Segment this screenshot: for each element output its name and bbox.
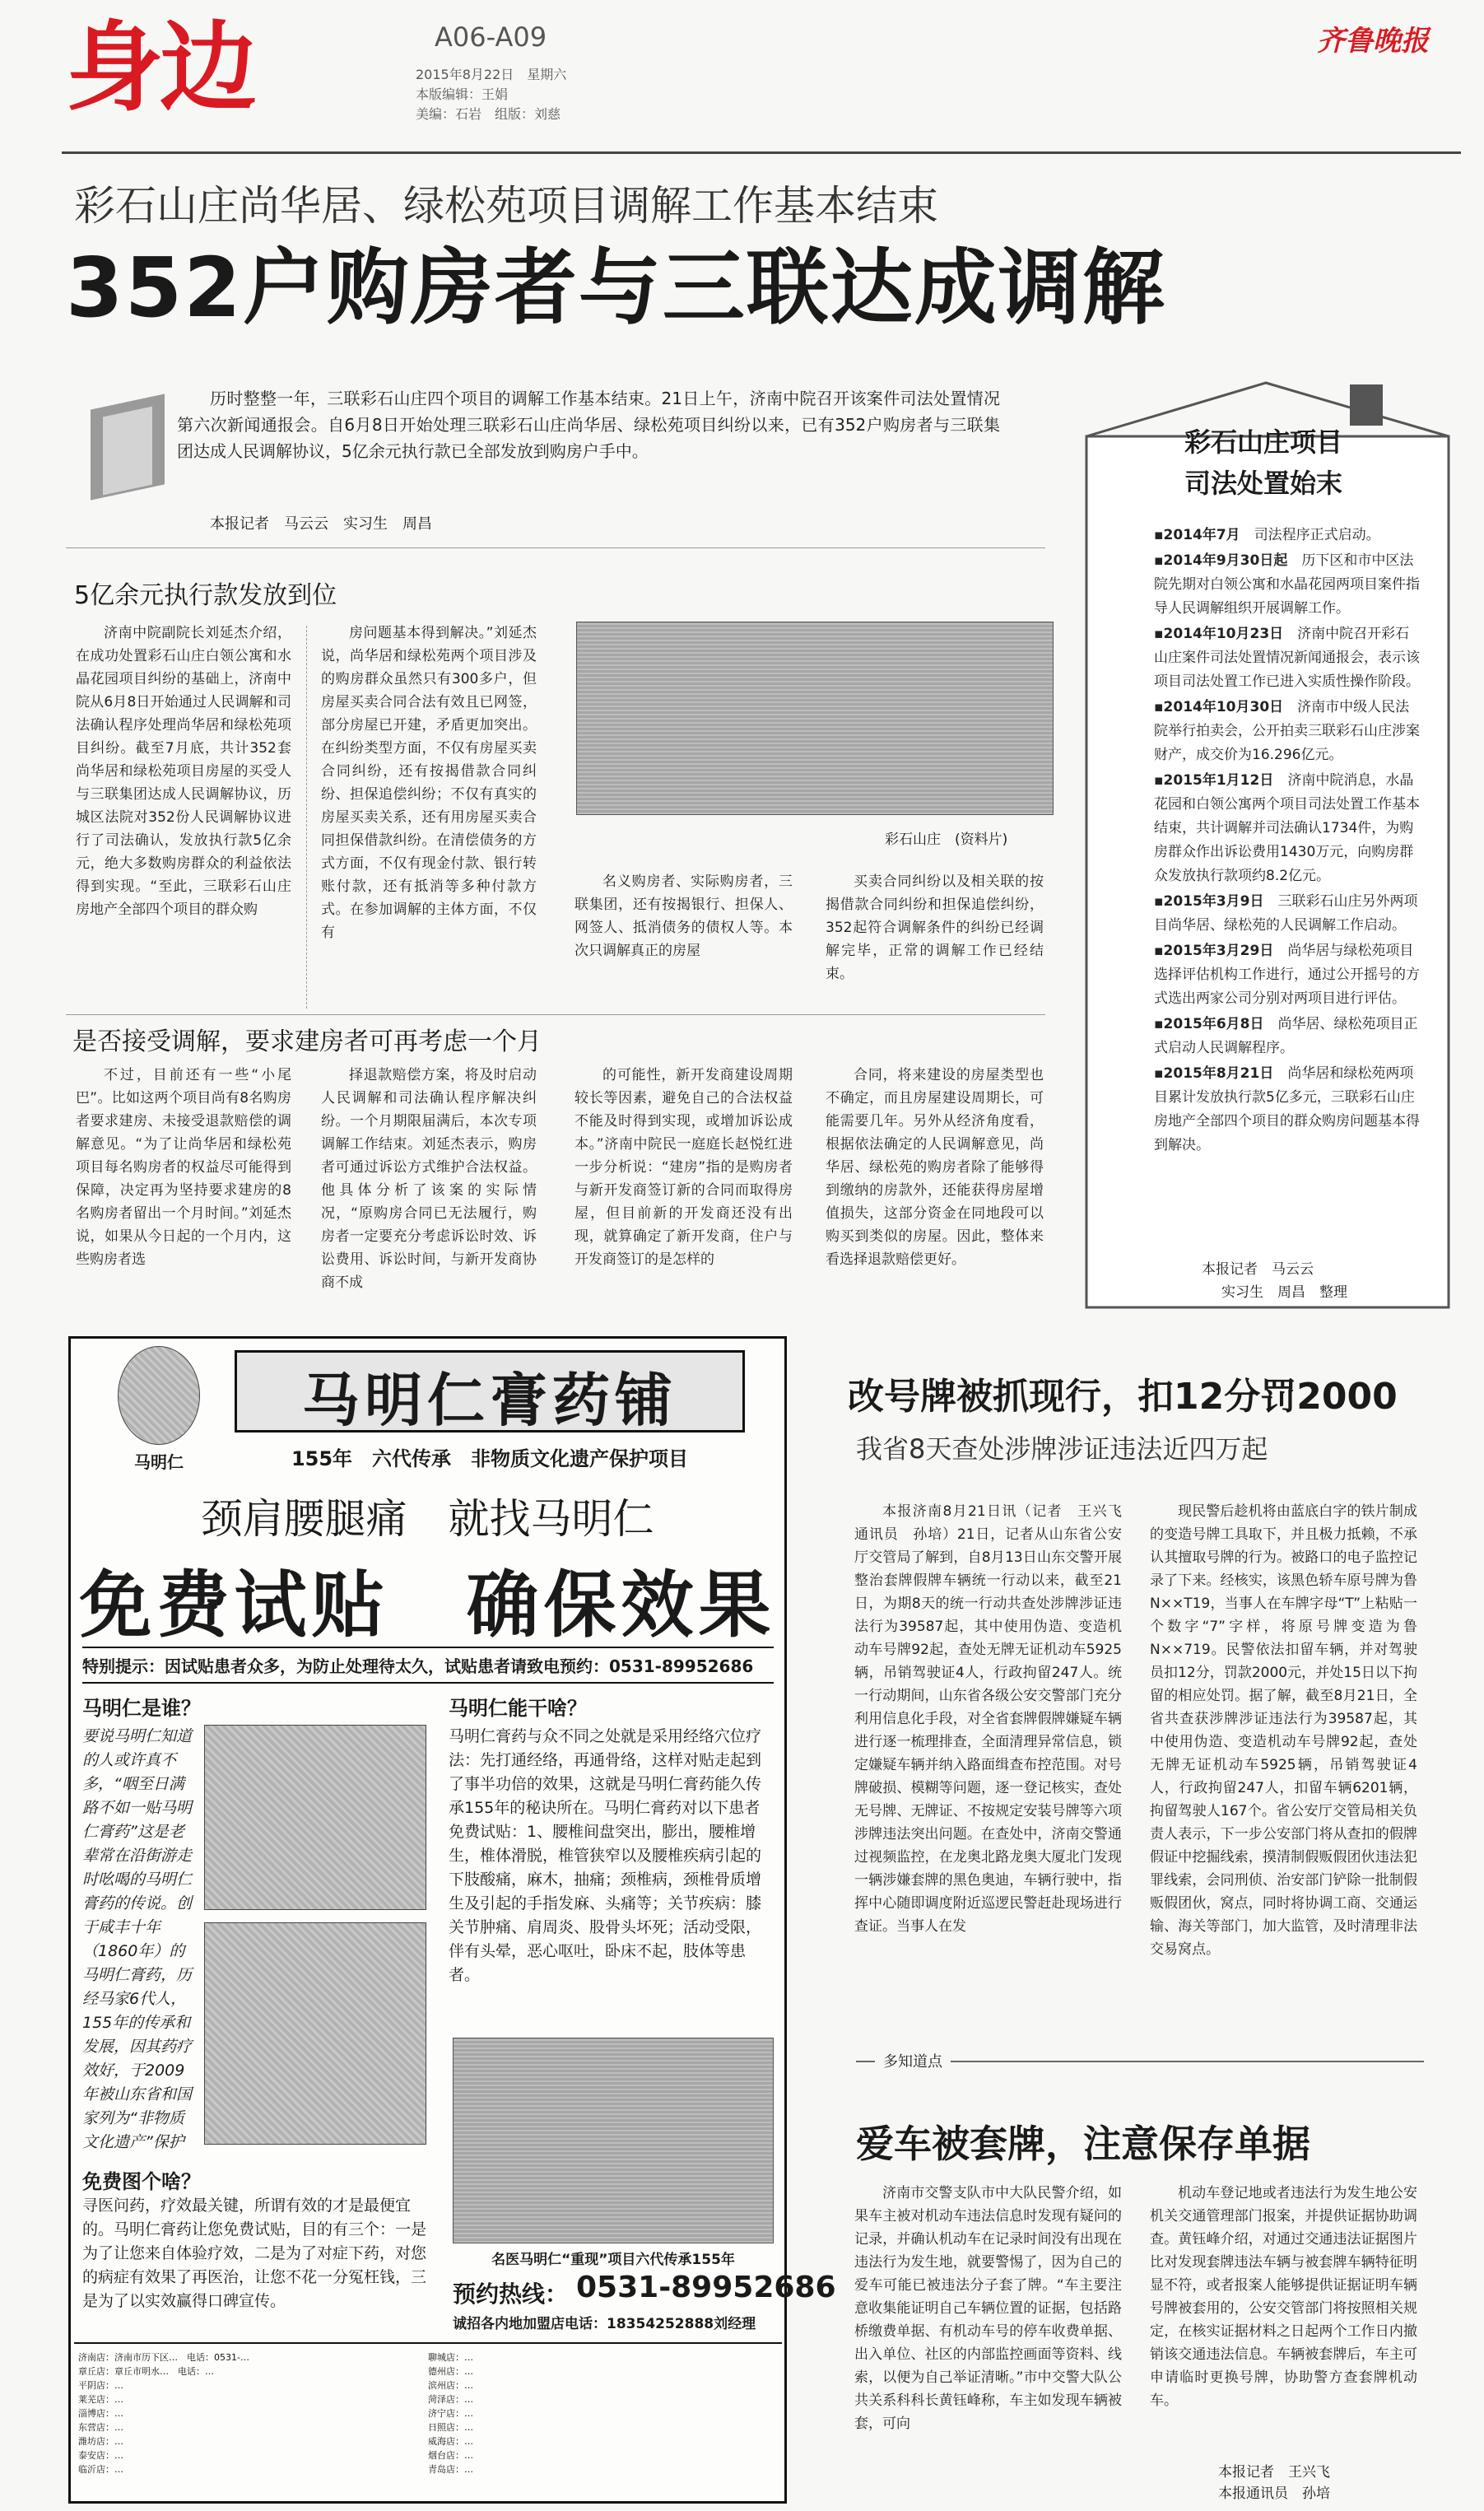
ad-slogan-2: 免费试贴 确保效果 bbox=[79, 1563, 776, 1647]
sidebar-title: 彩石山庄项目 司法处置始末 bbox=[1184, 426, 1342, 499]
photo-caption: 彩石山庄 (资料片) bbox=[885, 832, 1008, 848]
ad-hotline: 0531-89952686 bbox=[576, 2271, 836, 2304]
ad-tag: 155年 六代传承 非物质文化遗产保护项目 bbox=[291, 1447, 689, 1470]
ad-illustration-1 bbox=[204, 1725, 426, 1910]
lead-b-col-1: 不过，目前还有一些“小尾巴”。比如这两个项目尚有8名购房者要求建房、未接受退款赔偿的调解意见。“为了让尚华居和绿松苑项目每名购房者的权益尽可能得到保障，决定再为坚持要求建房的8名购房者留出一个月时间。”刘延杰说，如果从今日起的一个月内，这些购房者选 bbox=[76, 1067, 291, 1268]
ad-portrait-name: 马明仁 bbox=[134, 1452, 184, 1472]
col-divider bbox=[306, 626, 307, 1009]
story2-deck: 我省8天查处涉牌涉证违法近四万起 bbox=[856, 1433, 1268, 1465]
ad-title: 马明仁膏药铺 bbox=[302, 1366, 677, 1434]
ad-q3-text: 寻医问药，疗效最关键，所谓有效的才是最便宜的。马明仁膏药让您免费试贴，目的有三个：一是为了让您来自体验疗效，二是为了对症下药，对您的病症有效果了再医治，让您不花一分冤枉钱，三是为了以实效赢得口碑宣传。 bbox=[82, 2197, 427, 2310]
lead-byline: 本报记者 马云云 实习生 周昌 bbox=[210, 515, 432, 533]
lead-b-col-4: 合同，将来建设的房屋类型也不确定，而且房屋建设周期长，可能需要几年。另外从经济角度看，根据依法确定的人民调解意见，尚华居、绿松苑的购房者除了能够得到缴纳的房款外，还能获得房屋增值损失，这部分资金在同地段可以购买到类似的房屋。因此，整体来看选择退款赔偿更好。 bbox=[826, 1067, 1044, 1268]
sidebar-timeline bbox=[1154, 524, 1421, 1256]
ad-illustration-2 bbox=[204, 1922, 426, 2145]
lead-col-3: 名义购房者、实际购房者，三联集团，还有按揭银行、担保人、网签人、抵消债务的债权人等。本次只调解真正的房屋 bbox=[575, 873, 793, 959]
timeline-item: ▪2014年9月30日起 历下区和市中区法院先期对白领公寓和水晶花园两项目案件指导人民调解组织开展调解工作。 bbox=[1154, 552, 1420, 617]
section-rule bbox=[66, 1014, 1045, 1015]
sidebar-credit-1: 本报记者 马云云 bbox=[1202, 1261, 1314, 1278]
intro-decoration-light bbox=[103, 407, 152, 496]
story3-col-2: 机动车登记地或者违法行为发生地公安机关交通管理部门报案，并提供证据协助调查。黄钰峰介绍，对通过交通违法证据图片比对发现套牌违法车辆与被套牌车辆特征明显不符，或者报案人能够提供证据证明车辆号牌被套用的，公安交管部门将按照相关规定，在核实证据材料之日起两个工作日内撤销该交通违法信息。车辆被套牌后，车主可申请临时更换号牌，协助警方查套牌机动车。 bbox=[1150, 2185, 1417, 2409]
page-range: A06-A09 bbox=[435, 21, 547, 53]
story2-col-1: 本报济南8月21日讯（记者 王兴飞 通讯员 孙培）21日，记者从山东省公安厅交管局了解到，自8月13日山东交警开展整治套牌假牌车辆统一行动以来，截至21日，为期8天的统一行动共查处涉牌涉证违法行为39587起，其中使用伪造、变造机动车号牌92起，查处无牌无证机动车5925辆，吊销驾驶证4人，行政拘留247人。统一行动期间，山东省各级公安交警部门充分利用信息化手段，对全省套牌假牌嫌疑车辆进行逐一梳理排查，全面清理异常信息，锁定嫌疑车辆并纳入路面缉查布控范围。对号牌破损、模糊等问题，逐一登记核实，查处无号牌、无牌证、不按规定安装号牌等六项涉牌违法突出问题。在查处中，济南交警通过视频监控，在龙奥北路龙奥大厦北门发现一辆涉嫌套牌的黑色奥迪，车辆行驶中，指挥中心随即调度附近巡逻民警赶赴现场进行查证。当事人在发 bbox=[854, 1503, 1122, 1935]
lead-col-4: 买卖合同纠纷以及相关联的按揭借款合同纠纷和担保追偿纠纷，352起符合调解条件的纠纷已经调解完毕，正常的调解工作已经结束。 bbox=[826, 873, 1044, 982]
story3-headline: 爱车被套牌，注意保存单据 bbox=[856, 2122, 1310, 2166]
issue-date: 2015年8月22日 星期六 bbox=[416, 67, 567, 82]
story3-col-1: 济南市交警支队市中大队民警介绍，如果车主被对机动车违法信息时发现有疑问的记录，并确认机动车在记录时间没有出现在违法行为发生地，就要警惕了，因为自己的爱车可能已被违法分子套了牌。“车主要注意收集能证明自己车辆位置的证据，包括路桥缴费单据、有机动车号的停车收费单据、出入单位、社区的内部监控画面等资料、线索，以便为自己举证清晰。”市中交警大队公共关系科科长黄钰峰称，车主如发现车辆被套，可向 bbox=[854, 2185, 1122, 2432]
lead-intro: 历时整整一年，三联彩石山庄四个项目的调解工作基本结束。21日上午，济南中院召开该案件司法处置情况第六次新闻通报会。自6月8日开始处理三联彩石山庄尚华居、绿松苑项目纠纷以来，已有352户购房者与三联集团达成人民调解协议，5亿余元执行款已全部发放到购房户手中。 bbox=[177, 389, 1000, 461]
ad-q3: 免费图个啥？ bbox=[82, 2170, 201, 2193]
intro-rule bbox=[66, 547, 1045, 548]
ad-notice: 特别提示：因试贴患者众多，为防止处理待太久，试贴患者请致电预约：0531-89952686 bbox=[82, 1647, 774, 1684]
ad-clinic-photo bbox=[453, 2038, 774, 2243]
ad-portrait bbox=[118, 1346, 200, 1445]
story3-label: 多知道点 bbox=[875, 2050, 951, 2071]
ad-shops-right: 聊城店：… 德州店：… 滨州店：… 菏泽店：… 济宁店：… 日照店：… 威海店：… 烟台店：… 青岛店：… bbox=[428, 2352, 473, 2475]
lead-b-col-2: 择退款赔偿方案，将及时启动人民调解和司法确认程序解决纠纷。一个月期限届满后，本次专项调解工作结束。刘延杰表示，购房者可通过诉讼方式维护合法权益。他具体分析了该案的实际情况，“原购房合同已无法履行，购房者一定要充分考虑诉讼时效、诉讼费用、诉讼时间，与新开发商协商不成 bbox=[321, 1067, 537, 1291]
ad-footer-rule bbox=[74, 2342, 782, 2344]
lead-col-1: 济南中院副院长刘延杰介绍，在成功处置彩石山庄白领公寓和水晶花园项目纠纷的基础上，济南中院从6月8日开始通过人民调解和司法确认程序处理尚华居和绿松苑项目纠纷。截至7月底，共计352套尚华居和绿松苑项目房屋的买受人与三联集团达成人民调解协议，历城区法院对352份人民调解协议进行了司法确认，发放执行款5亿余元，绝大多数购房群众的利益依法得到实现。“至此，三联彩石山庄房地产全部四个项目的群众购 bbox=[76, 625, 291, 918]
timeline-item: ▪2015年1月12日 济南中院消息，水晶花园和白领公寓两个项目司法处置工作基本结束，共计调解并司法确认1734件，为购房群众作出诉讼费用1430万元，向购房群众发放执行款项约8.2亿元。 bbox=[1154, 772, 1420, 884]
ad-q1: 马明仁是谁？ bbox=[82, 1697, 201, 1720]
lead-photo bbox=[576, 622, 1054, 815]
timeline-item: ▪2015年6月8日 尚华居、绿松苑项目正式启动人民调解程序。 bbox=[1154, 1016, 1418, 1056]
ad-franchise-line: 诚招各内地加盟店电话：18354252888刘经理 bbox=[453, 2316, 756, 2332]
newspaper-logo: 齐鲁晚报 bbox=[1317, 25, 1429, 58]
story3-credit-2: 本报通讯员 孙培 bbox=[1218, 2485, 1330, 2502]
page-art: 美编：石岩 组版：刘慈 bbox=[416, 106, 561, 122]
timeline-item: ▪2015年3月9日 三联彩石山庄另外两项目尚华居、绿松苑的人民调解工作启动。 bbox=[1154, 893, 1418, 934]
ad-photo-caption: 名医马明仁“重现”项目六代传承155年 bbox=[491, 2252, 735, 2268]
timeline-item: ▪2015年3月29日 尚华居与绿松苑项目选择评估机构工作进行，通过公开摇号的方式选出两家公司分别对两项目进行评估。 bbox=[1154, 943, 1420, 1007]
ad-q1-text: 要说马明仁知道的人或许真不多，“咽至日满路不如一贴马明仁膏药”这是老辈常在沿街游走时吆喝的马明仁膏药的传说。创于咸丰十年（1860年）的马明仁膏药，历经马家6代人，155年的传承和发展，因其药疗效好，于2009年被山东省和国家列为“非物质文化遗产”保护 bbox=[82, 1727, 193, 2151]
ad-slogan-1: 颈肩腰腿痛 就找马明仁 bbox=[201, 1495, 654, 1543]
ad-hotline-label: 预约热线： bbox=[453, 2280, 569, 2308]
timeline-item: ▪2014年10月30日 济南市中级人民法院举行拍卖会，公开拍卖三联彩石山庄涉案财产，成交价为16.296亿元。 bbox=[1154, 699, 1420, 763]
story3-credit-1: 本报记者 王兴飞 bbox=[1218, 2464, 1330, 2481]
lead-col-2: 房问题基本得到解决。”刘延杰说，尚华居和绿松苑两个项目涉及的购房群众虽然只有300多户，但房屋买卖合同合法有效且已网签，部分房屋已开建，矛盾更加突出。在纠纷类型方面，不仅有房屋买卖合同纠纷，还有按揭借款合同纠纷、担保追偿纠纷；不仅有真实的房屋买卖关系，还有用房屋买卖合同担保借款纠纷。在清偿债务的方式方面，不仅有现金付款、银行转账付款，还有抵消等多种付款方式。在参加调解的主体方面，不仅有 bbox=[321, 625, 537, 941]
lead-kicker: 彩石山庄尚华居、绿松苑项目调解工作基本结束 bbox=[74, 182, 938, 230]
timeline-item: ▪2014年7月 司法程序正式启动。 bbox=[1154, 527, 1380, 543]
lead-subhead-1: 5亿余元执行款发放到位 bbox=[74, 581, 337, 610]
sidebar-credit-2: 实习生 周昌 整理 bbox=[1221, 1284, 1347, 1301]
timeline-item: ▪2015年8月21日 尚华居和绿松苑两项目累计发放执行款5亿多元，三联彩石山庄房地产全部四个项目的群众购房问题基本得到解决。 bbox=[1154, 1065, 1420, 1153]
masthead-rule bbox=[62, 151, 1461, 154]
ad-q2-text: 马明仁膏药与众不同之处就是采用经络穴位疗法：先打通经络，再通骨络，这样对贴走起到了事半功倍的效果，这就是马明仁膏药能久传承155年的秘诀所在。马明仁膏药对以下患者免费试贴：1、腰椎间盘突出，膨出，腰椎增生，椎体滑脱，椎管狭窄以及腰椎疾病引起的下肢酸痛，麻木，抽痛；颈椎病，颈椎骨质增生及引起的手指发麻、头痛等；关节疾病：膝关节肿痛、肩周炎、股骨头坏死；活动受限，伴有头晕，恶心呕吐，卧床不起，肢体等患者。 bbox=[449, 1727, 762, 1984]
page-editor: 本版编辑：王娟 bbox=[416, 86, 509, 102]
lead-b-col-3: 的可能性，新开发商建设周期较长等因素，避免自己的合法权益不能及时得到实现，或增加诉讼成本。”济南中院民一庭庭长赵悦红进一步分析说：“建房”指的是购房者与新开发商签订新的合同而取得房屋，但目前新的开发商还没有出现，就算确定了新开发商，住户与开发商签订的是怎样的 bbox=[575, 1067, 793, 1268]
ad-shops-left: 济南店：济南市历下区… 电话：0531-… 章丘店：章丘市明水… 电话：… 平阴店：… 莱芜店：… 淄博店：… 东营店：… 潍坊店：… 泰安店：… 临沂店：… bbox=[78, 2352, 249, 2475]
ad-q2: 马明仁能干啥？ bbox=[449, 1697, 587, 1720]
lead-headline: 352户购房者与三联达成调解 bbox=[66, 240, 1166, 336]
story2-col-2: 现民警后趁机将由蓝底白字的铁片制成的变造号牌工具取下，并且极力抵赖，不承认其擅取号牌的行为。被路口的电子监控记录了下来。经核实，该黑色轿车原号牌为鲁N××T19，当事人在车牌字母“T”上粘贴一个数字“7”字样，将原号牌变造为鲁N××719。民警依法扣留车辆，并对驾驶员扣12分，罚款2000元，并处15日以下拘留的相应处罚。据了解，截至8月21日，全省共查获涉牌涉证违法行为39587起，其中使用伪造、变造机动车号牌92起，查处无牌无证机动车5925辆，吊销驾驶证4人，行政拘留247人，扣留车辆6201辆，拘留驾驶人167个。省公安厅交管局相关负责人表示，下一步公安部门将从查扣的假牌假证中挖掘线索，摸清制假贩假团伙违法犯罪线索，会同刑侦、治安部门铲除一批制假贩假团伙，窝点，同时将协调工商、交通运输、海关等部门，加大监管，及时清理非法交易窝点。 bbox=[1150, 1503, 1417, 1958]
section-logo: 身边 bbox=[66, 11, 254, 124]
timeline-item: ▪2014年10月23日 济南中院召开彩石山庄案件司法处置情况新闻通报会，表示该项目司法处置工作已进入实质性操作阶段。 bbox=[1154, 626, 1420, 690]
lead-subhead-2: 是否接受调解，要求建房者可再考虑一个月 bbox=[72, 1027, 542, 1056]
story2-headline: 改号牌被抓现行，扣12分罚2000 bbox=[848, 1376, 1398, 1418]
